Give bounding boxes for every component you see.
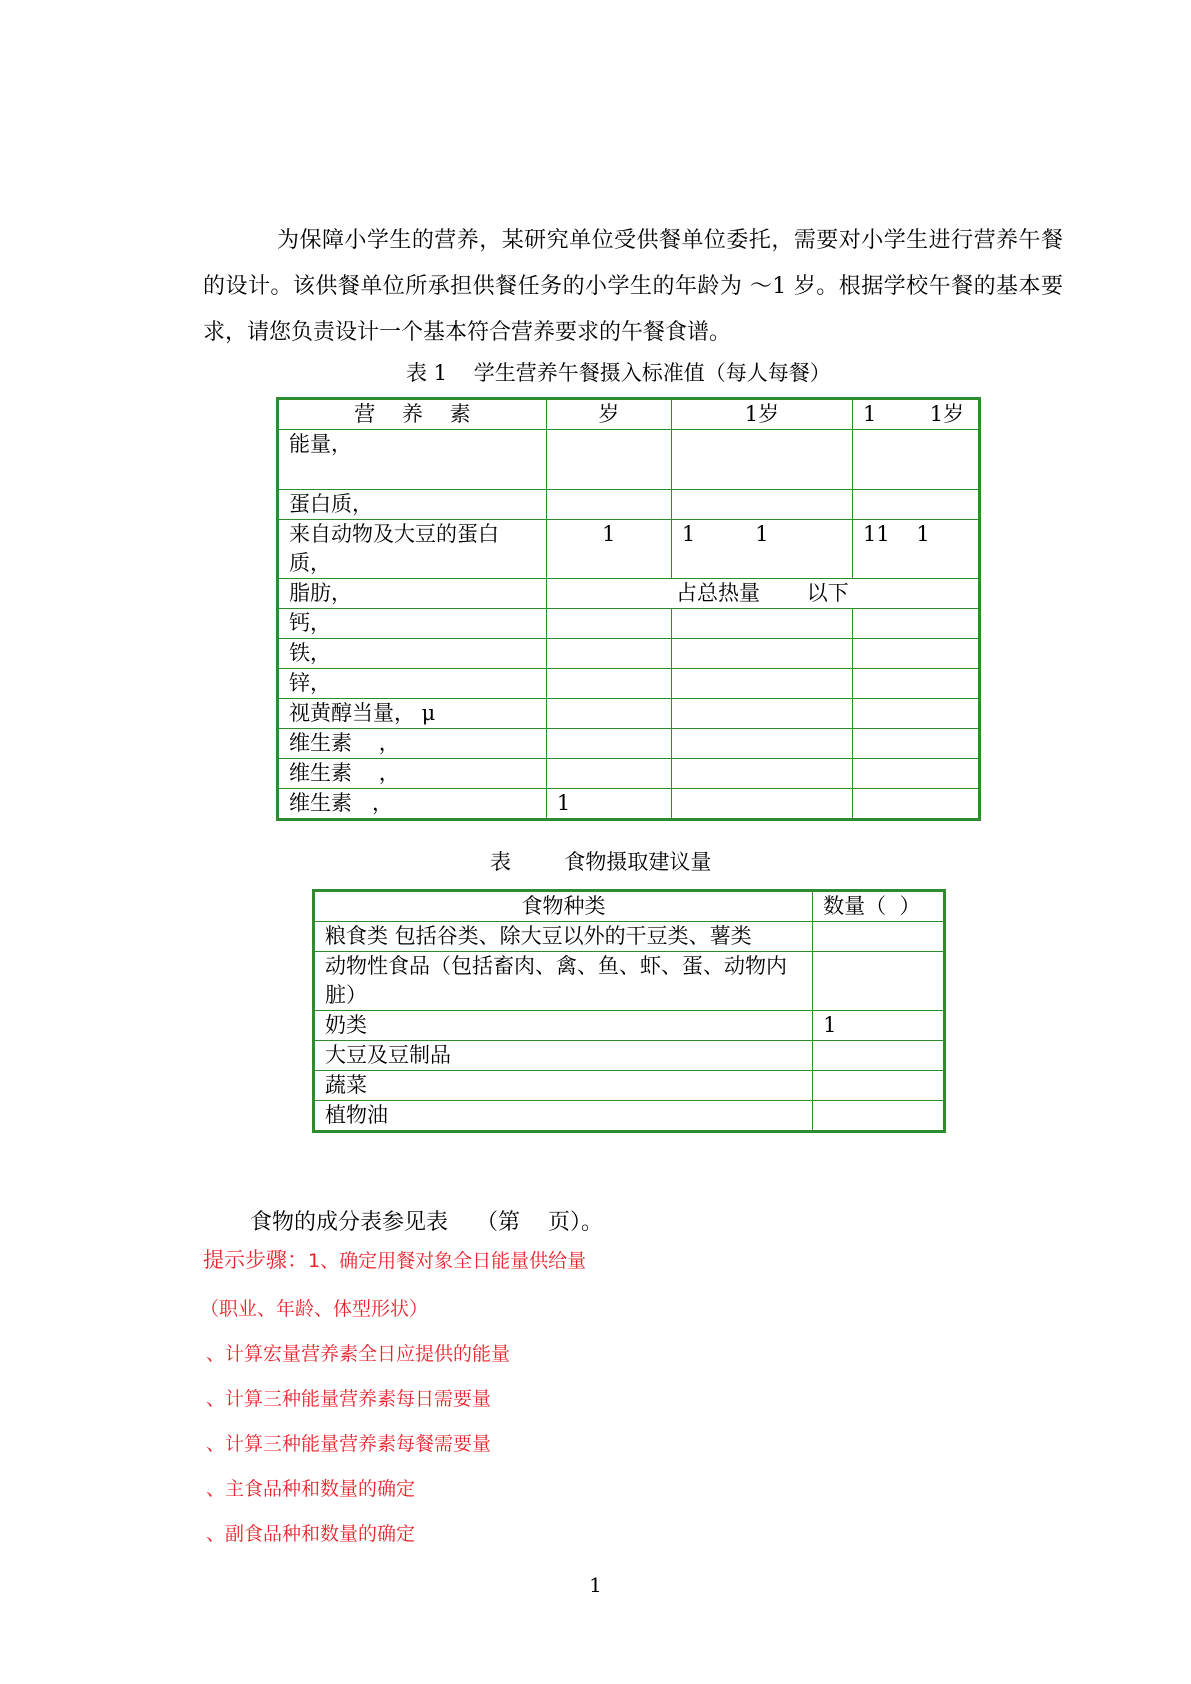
food-intake-table — [312, 889, 946, 1133]
nutrient-name: 维生素 ， — [278, 789, 547, 820]
nutrient-name: 视黄醇当量， μ — [278, 699, 547, 729]
hint-lead: 提示步骤： — [203, 1248, 308, 1272]
hint-step-3: 、计算三种能量营养素每日需要量 — [206, 1388, 492, 1410]
table-header-row — [314, 891, 945, 922]
table-cell: 1 — [546, 520, 671, 579]
table-row — [278, 579, 980, 609]
nutrient-name: 锌， — [278, 669, 547, 699]
table-cell — [853, 759, 980, 789]
table-cell — [853, 729, 980, 759]
nutrient-name: 钙， — [278, 609, 547, 639]
table-cell — [671, 490, 852, 520]
nutrient-name: 蛋白质， — [278, 490, 547, 520]
table-cell — [546, 639, 671, 669]
table-cell — [853, 490, 980, 520]
hint-step-4: 、计算三种能量营养素每餐需要量 — [206, 1433, 492, 1455]
composition-table-note: 食物的成分表参见表 （第 页）。 — [250, 1210, 603, 1235]
table-cell — [671, 669, 852, 699]
nutrient-name: 来自动物及大豆的蛋白质， — [278, 520, 547, 579]
table-cell — [671, 609, 852, 639]
table-row — [314, 1041, 945, 1071]
page-number: 1 — [589, 1573, 602, 1597]
table-cell — [853, 699, 980, 729]
food-quantity — [813, 1041, 945, 1071]
nutrition-standard-table — [276, 397, 981, 821]
hint-step-text: 1、确定用餐对象全日能量供给量 — [308, 1250, 587, 1272]
table-header-row — [278, 399, 980, 430]
food-quantity — [813, 922, 945, 952]
food-type: 粮食类 包括谷类、除大豆以外的干豆类、薯类 — [314, 922, 813, 952]
table-cell — [546, 609, 671, 639]
table2-caption: 表 食物摄取建议量 — [490, 850, 712, 874]
table-cell — [853, 639, 980, 669]
food-quantity — [813, 1101, 945, 1132]
header-nutrient: 营 养 素 — [278, 399, 547, 430]
header-food-type: 食物种类 — [314, 891, 813, 922]
nutrient-name: 铁， — [278, 639, 547, 669]
intro-paragraph: 为保障小学生的营养，某研究单位受供餐单位委托，需要对小学生进行营养午餐的设计。该供餐单位所承担供餐任务的小学生的年龄为 ～1 岁。根据学校午餐的基本要求，请您负责设计一个基本符合营养要求的午餐食谱。 — [203, 228, 1063, 345]
nutrient-name: 能量， — [278, 430, 547, 490]
table-row — [314, 1011, 945, 1041]
hint-step-2: 、计算宏量营养素全日应提供的能量 — [206, 1343, 511, 1365]
table-cell — [671, 789, 852, 820]
table-row — [278, 789, 980, 820]
table-cell — [853, 430, 980, 490]
header-quantity: 数量（ ） — [813, 891, 945, 922]
table-cell — [546, 759, 671, 789]
food-type: 植物油 — [314, 1101, 813, 1132]
food-quantity — [813, 1071, 945, 1101]
table-cell — [671, 639, 852, 669]
fat-note-cell: 占总热量 以下 — [546, 579, 979, 609]
food-type: 蔬菜 — [314, 1071, 813, 1101]
table-row — [278, 639, 980, 669]
table-cell — [671, 430, 852, 490]
food-type: 大豆及豆制品 — [314, 1041, 813, 1071]
food-type: 动物性食品（包括畜肉、禽、鱼、虾、蛋、动物内脏） — [314, 952, 813, 1011]
nutrient-name: 维生素 ， — [278, 759, 547, 789]
table-row — [314, 952, 945, 1011]
header-age-1: 岁 — [546, 399, 671, 430]
table-cell — [546, 669, 671, 699]
table-row — [314, 922, 945, 952]
header-age-3: 1 1岁 — [853, 399, 980, 430]
food-quantity — [813, 952, 945, 1011]
hint-step-6: 、副食品种和数量的确定 — [206, 1523, 416, 1545]
table-row — [278, 520, 980, 579]
table-cell — [671, 699, 852, 729]
table-cell — [546, 430, 671, 490]
table-cell: 11 1 — [853, 520, 980, 579]
table-row — [278, 759, 980, 789]
table-row — [278, 729, 980, 759]
table-cell — [853, 789, 980, 820]
hint-step-5: 、主食品种和数量的确定 — [206, 1478, 416, 1500]
table-row — [278, 490, 980, 520]
food-quantity: 1 — [813, 1011, 945, 1041]
table-cell — [546, 699, 671, 729]
nutrient-name: 维生素 ， — [278, 729, 547, 759]
table-row — [278, 430, 980, 490]
nutrient-name: 脂肪， — [278, 579, 547, 609]
table-cell — [671, 759, 852, 789]
table-row — [314, 1101, 945, 1132]
table-cell — [546, 729, 671, 759]
food-type: 奶类 — [314, 1011, 813, 1041]
table-row — [314, 1071, 945, 1101]
table-cell — [546, 490, 671, 520]
header-age-2: 1岁 — [671, 399, 852, 430]
table-cell — [853, 609, 980, 639]
table1-caption: 表 1 学生营养午餐摄入标准值（每人每餐） — [406, 361, 831, 385]
table-cell: 1 1 — [671, 520, 852, 579]
hint-step-1 — [203, 1244, 586, 1274]
table-cell — [853, 669, 980, 699]
table-row — [278, 699, 980, 729]
intro-text — [203, 218, 1063, 356]
table-row — [278, 669, 980, 699]
hint-sub: （职业、年龄、体型形状） — [200, 1298, 429, 1320]
table-cell — [671, 729, 852, 759]
table-row — [278, 609, 980, 639]
table-cell: 1 — [546, 789, 671, 820]
